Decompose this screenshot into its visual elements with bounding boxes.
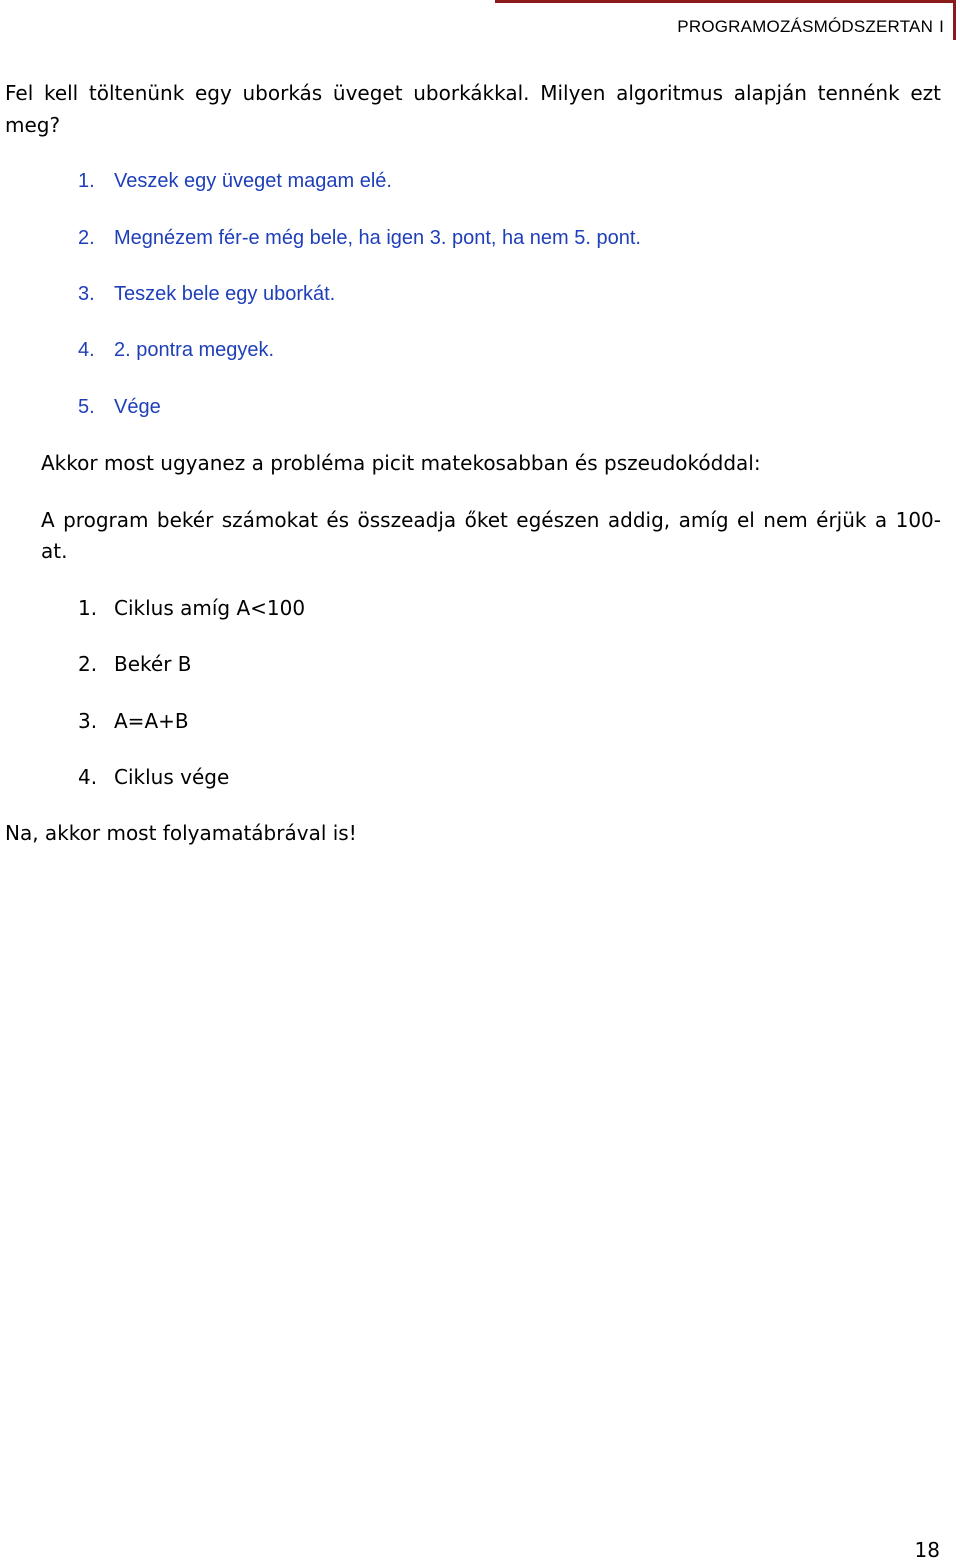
pseudocode-step-number: 2. <box>78 652 98 676</box>
pseudocode-intro: Akkor most ugyanez a probléma picit matekosabban és pszeudokóddal: <box>41 451 761 475</box>
pseudocode-step-number: 3. <box>78 709 98 733</box>
algorithm-step-text: Vége <box>114 396 161 418</box>
pseudocode-step-4 <box>78 765 229 789</box>
algorithm-step-2 <box>78 226 641 250</box>
algorithm-step-number: 5. <box>78 396 95 418</box>
algorithm-step-number: 2. <box>78 227 95 249</box>
algorithm-step-text: 2. pontra megyek. <box>114 339 275 361</box>
header-title <box>677 17 944 37</box>
pseudocode-step-text: Ciklus amíg A<100 <box>114 596 306 620</box>
page-number: 18 <box>914 1538 940 1562</box>
pseudocode-step-3 <box>78 709 189 733</box>
header-title-text: PROGRAMOZÁSMÓDSZERTAN <box>677 17 934 36</box>
algorithm-step-4 <box>78 338 274 362</box>
closing-sentence: Na, akkor most folyamatábrával is! <box>5 821 357 845</box>
intro-line-1: Fel kell töltenünk egy uborkás üveget uborkákkal. Milyen algoritmus alapján tennénk ezt <box>5 81 941 105</box>
intro-line-2: meg? <box>5 113 61 137</box>
program-description-line-2: at. <box>41 539 68 563</box>
pseudocode-step-1 <box>78 596 305 620</box>
algorithm-step-text: Megnézem fér-e még bele, ha igen 3. pont, ha nem 5. pont. <box>114 227 641 249</box>
pseudocode-step-text: A=A+B <box>114 709 189 733</box>
pseudocode-step-number: 1. <box>78 596 98 620</box>
algorithm-step-5 <box>78 395 161 419</box>
algorithm-step-number: 4. <box>78 339 95 361</box>
algorithm-step-number: 1. <box>78 170 95 192</box>
pseudocode-step-number: 4. <box>78 765 98 789</box>
pseudocode-step-text: Ciklus vége <box>114 765 230 789</box>
program-description-line-1: A program bekér számokat és összeadja őket egészen addig, amíg el nem érjük a 100- <box>41 508 941 532</box>
algorithm-step-text: Veszek egy üveget magam elé. <box>114 170 392 192</box>
header-separator: I <box>939 17 944 36</box>
algorithm-step-1 <box>78 169 392 193</box>
algorithm-step-number: 3. <box>78 283 95 305</box>
pseudocode-step-2 <box>78 652 192 676</box>
algorithm-step-3 <box>78 282 335 306</box>
pseudocode-step-text: Bekér B <box>114 652 192 676</box>
algorithm-step-text: Teszek bele egy uborkát. <box>114 283 336 305</box>
